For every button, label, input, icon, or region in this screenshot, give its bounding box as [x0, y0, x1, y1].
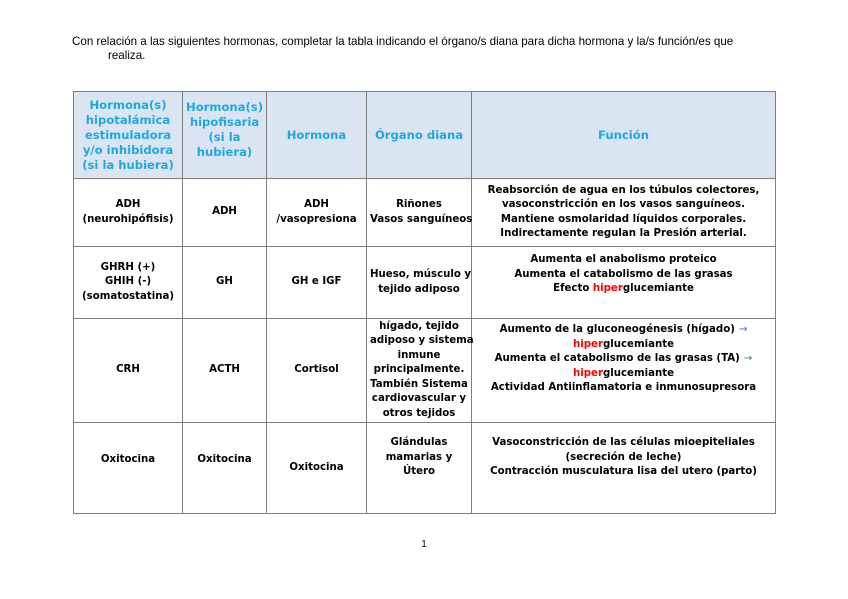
cell-text: Útero — [402, 466, 436, 477]
cell-hipofisaria: ACTH — [183, 319, 267, 423]
header-text: (si la hubiera) — [82, 157, 174, 172]
instructions-line-2: realiza. — [108, 49, 146, 62]
cell-text: También Sistema — [370, 378, 468, 390]
cell-text: Mantiene osmolaridad líquidos corporales. — [500, 213, 747, 225]
header-text: y/o inhibidora — [82, 142, 174, 157]
cell-organo-diana — [367, 247, 472, 319]
header-text: Hormona(s) — [89, 97, 167, 112]
cell-text: inmune — [397, 349, 441, 361]
cell-text: cardiovascular y — [371, 393, 467, 405]
cell-text: Aumenta el anabolismo proteico — [530, 254, 717, 265]
page-number: 1 — [421, 539, 427, 550]
cell-funcion — [472, 247, 776, 319]
text-fragment: glucemiante — [602, 367, 674, 379]
header-funcion: Función — [472, 92, 776, 179]
table-row — [74, 247, 776, 319]
cell-text — [475, 367, 772, 382]
cell-text — [475, 338, 772, 353]
highlight-hiper: hiper — [573, 367, 603, 379]
header-hipotalamica — [74, 92, 183, 179]
header-text: hipofisaria — [189, 115, 260, 129]
cell-hipofisaria: Oxitocina — [183, 423, 267, 514]
cell-text: Reabsorción de agua en los túbulos colectores, — [487, 184, 760, 196]
cell-text: Hueso, músculo y — [370, 269, 472, 280]
cell-organo-diana — [367, 319, 472, 423]
cell-text — [475, 352, 772, 367]
cell-text: otros tejidos — [382, 407, 456, 419]
highlight-hiper: hiper — [592, 283, 623, 294]
cell-hipotalamica: Oxitocina — [74, 423, 183, 514]
cell-hipofisaria: GH — [183, 247, 267, 319]
instructions-line-1: Con relación a las siguientes hormonas, completar la tabla indicando el órgano/s diana para dicha hormona y la/s función/es que — [72, 35, 734, 48]
cell-text: Vasoconstricción de las células mioepiteliales — [492, 437, 755, 448]
header-text: hubiera) — [196, 145, 253, 159]
text-fragment: Aumenta el catabolismo de las grasas (TA) — [494, 353, 740, 364]
cell-text: (neurohipófisis) — [82, 213, 174, 225]
cell-text: Indirectamente regulan la Presión arterial. — [500, 228, 747, 239]
instructions — [72, 35, 782, 63]
cell-hipotalamica — [74, 179, 183, 247]
header-organo-diana: Órgano diana — [367, 92, 472, 179]
cell-text: tejido adiposo — [378, 283, 460, 295]
table-row — [74, 319, 776, 423]
table-row — [74, 179, 776, 247]
hormones-table — [73, 91, 776, 514]
header-text: Hormona(s) — [186, 100, 264, 114]
cell-organo-diana — [367, 179, 472, 247]
header-text: (si la — [208, 130, 241, 144]
cell-text — [475, 282, 772, 297]
header-row — [74, 92, 776, 179]
cell-text: Aumenta el catabolismo de las grasas — [514, 268, 733, 280]
cell-hipotalamica — [74, 247, 183, 319]
cell-text: /vasopresiona — [276, 213, 357, 225]
cell-hipotalamica: CRH — [74, 319, 183, 423]
cell-text: Actividad Antiinflamatoria e inmunosupresora — [490, 382, 757, 393]
cell-text: hígado, tejido — [379, 320, 459, 332]
highlight-hiper: hiper — [573, 338, 603, 350]
cell-hormona: Cortisol — [267, 319, 367, 423]
text-fragment: glucemiante — [622, 283, 694, 294]
cell-text: Riñones — [396, 199, 442, 210]
cell-hormona — [267, 179, 367, 247]
header-hipofisaria — [183, 92, 267, 179]
cell-text: Glándulas — [390, 437, 448, 448]
cell-text: ADH — [304, 199, 329, 210]
cell-text: ADH — [115, 199, 141, 210]
cell-text: vasoconstricción en los vasos sanguíneos. — [501, 199, 745, 210]
text-fragment: glucemiante — [602, 338, 674, 350]
header-text: hipotalámica — [85, 112, 171, 127]
cell-funcion — [472, 423, 776, 514]
cell-funcion — [472, 319, 776, 423]
cell-text: (somatostatina) — [81, 290, 175, 302]
header-text: estimuladora — [84, 127, 172, 142]
text-fragment: Efecto — [553, 283, 593, 294]
arrow-right-icon: → — [743, 353, 753, 364]
cell-funcion — [472, 179, 776, 247]
cell-text — [475, 323, 772, 338]
arrow-right-icon: → — [738, 324, 748, 335]
table-row — [74, 423, 776, 514]
header-hormona: Hormona — [267, 92, 367, 179]
cell-text: GHIH (-) — [104, 276, 152, 288]
cell-text: Contracción musculatura lisa del utero (parto) — [490, 466, 757, 477]
cell-text: (secreción de leche) — [565, 451, 682, 463]
cell-text: GHRH (+) — [100, 261, 156, 273]
cell-text: Vasos sanguíneos — [370, 213, 473, 225]
cell-organo-diana — [367, 423, 472, 514]
cell-hipofisaria: ADH — [183, 179, 267, 247]
cell-hormona: GH e IGF — [267, 247, 367, 319]
cell-text: principalmente. — [373, 364, 465, 376]
cell-text: mamarias y — [385, 451, 453, 463]
cell-text: adiposo y sistema — [370, 335, 474, 347]
text-fragment: Aumento de la gluconeogénesis (hígado) — [499, 324, 735, 335]
cell-hormona: Oxitocina — [267, 423, 367, 514]
